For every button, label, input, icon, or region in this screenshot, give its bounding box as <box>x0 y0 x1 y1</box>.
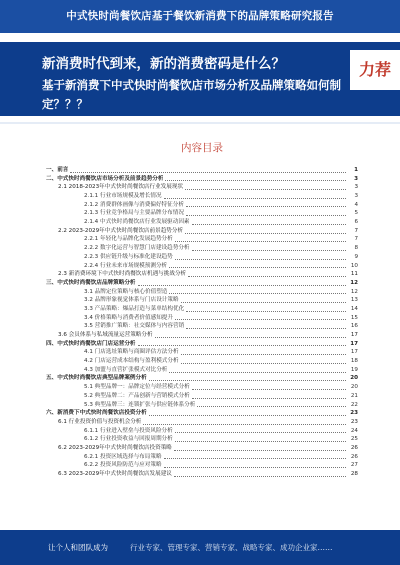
toc-entry-text: 6.2 2023-2029年中式快时尚餐饮店投资策略 <box>58 444 172 451</box>
toc-entry[interactable] <box>46 166 358 175</box>
toc-page-number: 27 <box>350 462 358 469</box>
toc-entry[interactable] <box>46 357 358 366</box>
toc-entry-text: 2.2.4 行业未来市场规模预测分析 <box>84 262 168 269</box>
toc-leader-dots <box>175 259 346 260</box>
toc-entry-text: 六、新消费下中式快时尚餐饮店投资分析 <box>46 410 147 417</box>
toc-page-number: 26 <box>350 444 358 451</box>
toc-entry-text: 一、前言 <box>46 166 69 173</box>
toc-leader-dots <box>174 450 346 451</box>
toc-entry[interactable] <box>46 401 358 410</box>
toc-entry[interactable] <box>46 279 358 288</box>
toc-page-number: 20 <box>350 384 358 391</box>
toc-leader-dots <box>164 467 346 468</box>
toc-entry-text: 6.2.2 投资风险防范与应对策略 <box>84 462 162 469</box>
toc-page-number: 23 <box>350 418 358 425</box>
toc-entry-text: 5.1 典型品牌一：品牌定位与经营模式分析 <box>84 384 190 391</box>
toc-entry-text: 6.1.2 行业投资收益与回报周期分析 <box>84 436 173 443</box>
table-of-contents <box>46 130 358 522</box>
toc-entry[interactable] <box>46 444 358 453</box>
toc-entry-text: 6.3 2023-2029年中式快时尚餐饮店发展建议 <box>58 471 172 478</box>
toc-entry-text: 3.1 品牌定位策略与核心价值塑造 <box>84 288 168 295</box>
toc-page-number: 6 <box>354 219 358 226</box>
toc-leader-dots <box>175 441 346 442</box>
toc-leader-dots <box>138 285 346 286</box>
toc-entry-text: 2.2.2 数字化运营与智慧门店建设趋势分析 <box>84 245 190 252</box>
toc-leader-dots <box>186 311 346 312</box>
toc-entry[interactable] <box>46 340 358 349</box>
toc-page-number: 28 <box>350 471 358 478</box>
toc-page-number: 19 <box>350 366 358 373</box>
toc-entry[interactable] <box>46 227 358 236</box>
toc-leader-dots <box>164 458 346 459</box>
toc-page-number: 17 <box>350 340 358 347</box>
toc-page-number: 12 <box>350 279 358 286</box>
toc-entry[interactable] <box>46 183 358 192</box>
toc-leader-dots <box>181 302 346 303</box>
toc-entry[interactable] <box>46 435 358 444</box>
toc-leader-dots <box>175 432 346 433</box>
toc-page-number: 7 <box>354 227 358 234</box>
toc-entry[interactable] <box>46 192 358 201</box>
toc-page-number: 4 <box>354 201 358 208</box>
toc-leader-dots <box>164 198 346 199</box>
toc-leader-dots <box>175 241 346 242</box>
toc-page-number: 14 <box>350 305 358 312</box>
toc-leader-dots <box>70 172 346 173</box>
toc-entry[interactable] <box>46 175 358 184</box>
toc-leader-dots <box>186 215 346 216</box>
footer-banner <box>0 530 400 565</box>
toc-entry-text: 2.1.2 消费群体画像与消费偏好特征分析 <box>84 201 184 208</box>
toc-page-number: 1 <box>354 166 358 173</box>
toc-page-number: 3 <box>354 193 358 200</box>
toc-page-number: 12 <box>350 288 358 295</box>
toc-entry-text: 5.3 典型品牌三：连锁扩张与供应链体系分析 <box>84 401 196 408</box>
toc-page-number: 22 <box>350 401 358 408</box>
toc-entry[interactable] <box>46 409 358 418</box>
toc-entry[interactable] <box>46 461 358 470</box>
footer-roles: 行业专家、管理专家、营销专家、战略专家、成功企业家…… <box>130 543 333 552</box>
toc-leader-dots <box>174 476 346 477</box>
toc-leader-dots <box>188 276 346 277</box>
toc-entry[interactable] <box>46 236 358 245</box>
toc-entry-text: 4.3 加盟与直营扩张模式对比分析 <box>84 366 168 373</box>
footer-slogan: 让个人和团队成为 <box>48 543 108 552</box>
toc-page-number: 25 <box>350 436 358 443</box>
toc-page-number: 10 <box>350 262 358 269</box>
toc-page-number: 13 <box>350 297 358 304</box>
toc-entry[interactable] <box>46 262 358 271</box>
toc-entry[interactable] <box>46 348 358 357</box>
toc-list <box>46 166 358 479</box>
toc-entry[interactable] <box>46 470 358 479</box>
toc-entry[interactable] <box>46 427 358 436</box>
toc-leader-dots <box>138 345 346 346</box>
toc-leader-dots <box>192 224 346 225</box>
toc-entry-text: 4.1 门店选址策略与商圈评估方法分析 <box>84 349 179 356</box>
toc-entry[interactable] <box>46 270 358 279</box>
toc-page-number: 8 <box>354 245 358 252</box>
toc-entry-text: 2.1.4 中式快时尚餐饮店行业发展驱动因素 <box>84 219 190 226</box>
toc-leader-dots <box>169 267 346 268</box>
toc-entry-text: 四、中式快时尚餐饮店门店运营分析 <box>46 340 136 347</box>
toc-entry[interactable] <box>46 314 358 323</box>
toc-page-number: 18 <box>350 358 358 365</box>
toc-page-number: 26 <box>350 453 358 460</box>
toc-entry[interactable] <box>46 375 358 384</box>
toc-entry[interactable] <box>46 253 358 262</box>
toc-page-number: 9 <box>354 253 358 260</box>
toc-leader-dots <box>181 363 346 364</box>
toc-entry[interactable] <box>46 331 358 340</box>
hero-subtitle: 基于新消费下中式快时尚餐饮店市场分析及品牌策略如何制定？？？ <box>42 78 341 111</box>
toc-entry[interactable] <box>46 366 358 375</box>
report-banner: 中式快时尚餐饮店基于餐饮新消费下的品牌策略研究报告 <box>0 0 400 33</box>
toc-page-number: 20 <box>350 375 358 382</box>
divider <box>0 122 400 124</box>
toc-leader-dots <box>185 189 346 190</box>
toc-title: 内容目录 <box>181 142 223 154</box>
toc-leader-dots <box>186 206 346 207</box>
recommend-badge: 力荐 <box>350 50 400 90</box>
toc-entry[interactable] <box>46 296 358 305</box>
toc-page-number: 3 <box>354 175 358 182</box>
hero-banner <box>0 42 400 116</box>
toc-entry[interactable] <box>46 453 358 462</box>
hero-title: 新消费时代到来，新的消费密码是什么？ <box>42 56 285 72</box>
toc-page-number: 17 <box>350 332 358 339</box>
toc-entry-text: 3.6 会员体系与私域流量运营策略分析 <box>58 332 153 339</box>
toc-page-number: 17 <box>350 349 358 356</box>
toc-entry-text: 3.4 价格策略与消费者价值感知提升 <box>84 314 173 321</box>
toc-entry-text: 三、中式快时尚餐饮店品牌策略分析 <box>46 279 136 286</box>
toc-entry-text: 2.2 2023-2029年中式快时尚餐饮店前景趋势分析 <box>58 227 184 234</box>
toc-leader-dots <box>181 354 346 355</box>
toc-entry-text: 3.2 品牌形象视觉体系与门店设计策略 <box>84 297 179 304</box>
toc-entry-text: 6.1.1 行业进入壁垒与投资风险分析 <box>84 427 173 434</box>
toc-entry-text: 2.1.1 行业市场规模及增长情况 <box>84 193 162 200</box>
toc-entry-text: 4.2 门店运营成本结构与盈利模式分析 <box>84 358 179 365</box>
toc-leader-dots <box>149 415 346 416</box>
toc-entry-text: 2.2.3 供应链升级与标准化建设趋势 <box>84 253 173 260</box>
toc-entry[interactable] <box>46 288 358 297</box>
toc-page-number: 11 <box>350 271 358 278</box>
toc-page-number: 23 <box>350 410 358 417</box>
toc-entry-text: 2.2.1 年轻化与品牌化发展趋势分析 <box>84 236 173 243</box>
toc-entry-text: 五、中式快时尚餐饮店典型品牌案例分析 <box>46 375 147 382</box>
toc-leader-dots <box>169 372 346 373</box>
toc-page-number: 16 <box>350 323 358 330</box>
toc-entry-text: 6.2.1 投资区域选择与布局策略 <box>84 453 162 460</box>
toc-entry[interactable] <box>46 392 358 401</box>
toc-entry[interactable] <box>46 418 358 427</box>
toc-entry[interactable] <box>46 201 358 210</box>
toc-entry-text: 3.3 产品策略：爆品打造与菜单结构优化 <box>84 305 185 312</box>
toc-leader-dots <box>169 293 346 294</box>
toc-entry-text: 2.1 2018-2023年中式快时尚餐饮店行业发展现状 <box>58 184 184 191</box>
toc-leader-dots <box>197 406 346 407</box>
toc-entry[interactable] <box>46 383 358 392</box>
toc-page-number: 15 <box>350 314 358 321</box>
toc-entry-text: 2.1.3 行业竞争格局与主要品牌分布情况 <box>84 210 184 217</box>
toc-entry[interactable] <box>46 244 358 253</box>
toc-entry-text: 3.5 营销推广策略：社交媒体与内容营销 <box>84 323 185 330</box>
toc-leader-dots <box>149 380 346 381</box>
toc-entry-text: 5.2 典型品牌二：产品创新与营销模式分析 <box>84 392 190 399</box>
toc-page-number: 21 <box>350 392 358 399</box>
toc-entry-text: 6.1 行业投资价值与投资机会分析 <box>58 418 142 425</box>
toc-entry-text: 二、中式快时尚餐饮店市场分析及前景趋势分析 <box>46 175 164 182</box>
toc-entry[interactable] <box>46 322 358 331</box>
toc-leader-dots <box>165 180 346 181</box>
toc-entry[interactable] <box>46 209 358 218</box>
toc-leader-dots <box>175 319 346 320</box>
toc-leader-dots <box>192 389 346 390</box>
toc-leader-dots <box>192 250 346 251</box>
toc-page-number: 24 <box>350 427 358 434</box>
toc-page-number: 7 <box>354 236 358 243</box>
toc-leader-dots <box>155 337 346 338</box>
toc-entry[interactable] <box>46 218 358 227</box>
toc-leader-dots <box>192 398 346 399</box>
toc-leader-dots <box>143 424 346 425</box>
toc-entry[interactable] <box>46 305 358 314</box>
toc-leader-dots <box>186 328 346 329</box>
toc-leader-dots <box>185 233 346 234</box>
toc-entry-text: 2.3 新消费环境下中式快时尚餐饮店机遇与挑战分析 <box>58 271 187 278</box>
toc-page-number: 3 <box>354 184 358 191</box>
toc-page-number: 5 <box>354 210 358 217</box>
